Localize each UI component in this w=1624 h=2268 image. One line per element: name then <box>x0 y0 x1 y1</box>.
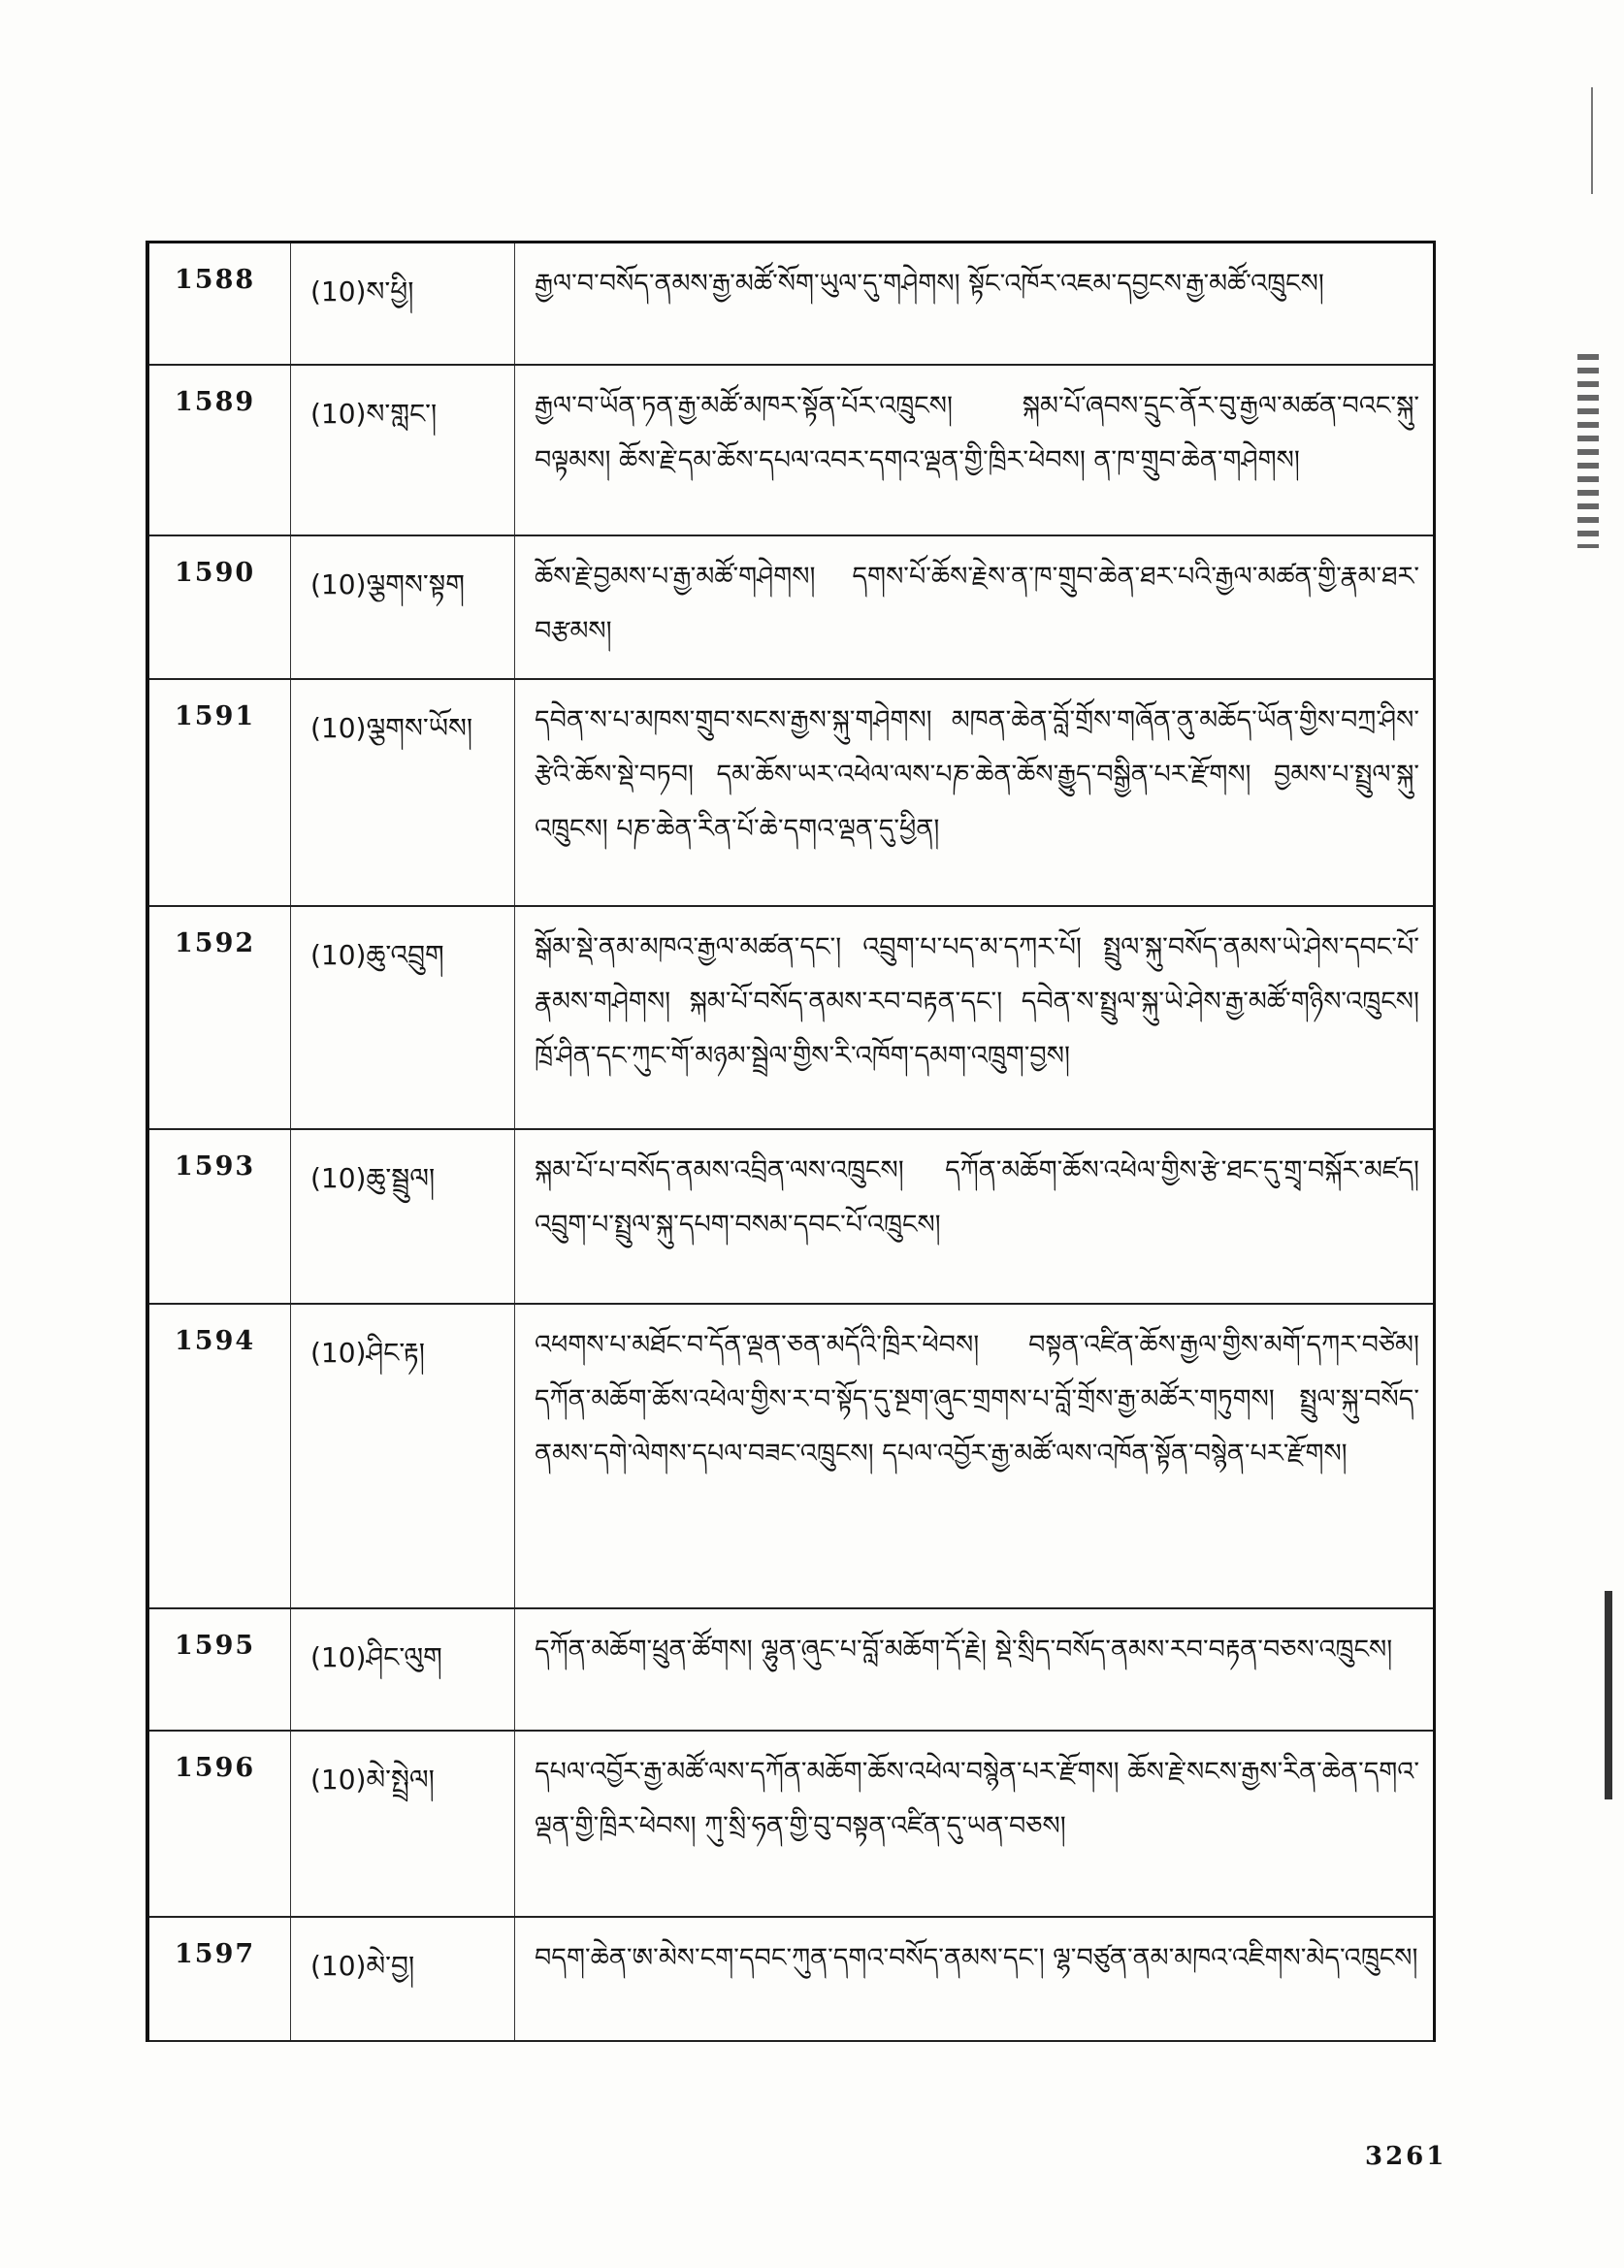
year-label: (10)ལྕགས་ཡོས། <box>310 711 473 744</box>
year-number: 1588 <box>175 265 256 295</box>
year-label: (10)ཆུ་སྦྲུལ། <box>310 1161 436 1194</box>
event-text: རྒྱལ་བ་ཡོན་ཏན་རྒྱ་མཚོ་མཁར་སྟོན་པོར་འཁྲུངས། སྐམ་པོ་ཞབས་དྲུང་ནོར་བུ་རྒྱལ་མཚན་བའང་སྐུ་བལྟམས། ཆོས་རྗེ་དམ་ཆོས་དཔལ་འབར་དགའ་ལྡན་གྱི་ཁྲིར་ཕེབས། ན་ཁ་གྲུབ་ཆེན་གཤེགས། <box>535 390 1419 475</box>
year-number: 1594 <box>175 1325 256 1356</box>
year-number: 1589 <box>175 386 256 417</box>
event-text: དཀོན་མཆོག་ཕྲུན་ཚོགས། ལྷུན་ཞུང་པ་བློ་མཆོག་དོ་རྗེ། སྡེ་སྲིད་བསོད་ནམས་རབ་བརྟན་བཅས་འཁྲུངས། <box>535 1634 1393 1665</box>
year-label: (10)ཤིང་རྟ། <box>310 1336 425 1369</box>
event-text: འཕགས་པ་མཐོང་བ་དོན་ལྡན་ཅན་མདོའི་ཁྲིར་ཕེབས། བསྟན་འཛིན་ཆོས་རྒྱལ་གྱིས་མགོ་དཀར་བཙེམ། དཀོན་མཆོག་ཆོས་འཕེལ་གྱིས་ར་བ་སྟོད་དུ་སྔག་ཞུང་གྲགས་པ་བློ་གྲོས་རྒྱ་མཚོར་གཏུགས། སྤྲུལ་སྐུ་བསོད་ནམས་དགེ་ལེགས་དཔལ་བཟང་འཁྲུངས། དཔལ་འབྱོར་རྒྱ་མཚོ་ལས་འཁོན་སྟོན་བསྙེན་པར་རྫོགས། <box>535 1329 1419 1469</box>
scan-margin-mark <box>1577 354 1599 548</box>
event-text: དབེན་ས་པ་མཁས་གྲུབ་སངས་རྒྱས་སྐུ་གཤེགས། མཁན་ཆེན་བློ་གྲོས་གཞོན་ནུ་མཆོད་ཡོན་གྱིས་བཀྲ་ཤིས་རྩེའི་ཆོས་སྡེ་བཏབ། དམ་ཆོས་ཡར་འཕེལ་ལས་པཎ་ཆེན་ཆོས་རྒྱུད་བསྒྱིན་པར་རྫོགས། བྱམས་པ་སྤྲུལ་སྐུ་འཁྲུངས། པཎ་ཆེན་རིན་པོ་ཆེ་དགའ་ལྡན་དུ་ཕྱིན། <box>535 704 1419 844</box>
table-row <box>147 1129 1435 1304</box>
table-row <box>147 365 1435 535</box>
year-label: (10)ཤིང་ལུག <box>310 1640 442 1673</box>
event-text: དཔལ་འབྱོར་རྒྱ་མཚོ་ལས་དཀོན་མཆོག་ཆོས་འཕེལ་བསྙེན་པར་རྫོགས། ཆོས་རྗེ་སངས་རྒྱས་རིན་ཆེན་དགའ་ལྡན་གྱི་ཁྲིར་ཕེབས། ཀུ་སྲི་ཧན་གྱི་བུ་བསྟན་འཛིན་དུ་ཡན་བཅས། <box>535 1756 1419 1841</box>
year-number: 1592 <box>175 927 256 958</box>
event-text: ཆོས་རྗེ་བྱམས་པ་རྒྱ་མཚོ་གཤེགས། དགས་པོ་ཆོས་རྗེས་ན་ཁ་གྲུབ་ཆེན་ཐར་པའི་རྒྱལ་མཚན་གྱི་རྣམ་ཐར་བརྩམས། <box>535 561 1419 646</box>
scan-margin-mark <box>1591 87 1593 194</box>
year-number: 1596 <box>175 1752 256 1783</box>
scan-margin-mark <box>1605 1591 1612 1799</box>
event-text: སྐམ་པོ་པ་བསོད་ནམས་འབྲིན་ལས་འཁྲུངས། དཀོན་མཆོག་ཆོས་འཕེལ་གྱིས་རྩེ་ཐང་དུ་གྲྭ་བསྐོར་མཛད། འབྲུག་པ་སྤྲུལ་སྐུ་དཔག་བསམ་དབང་པོ་འཁྲུངས། <box>535 1154 1419 1240</box>
year-label: (10)ས་ཕྱི། <box>310 275 414 308</box>
year-label: (10)མེ་བྱ། <box>310 1949 415 1982</box>
table-row <box>147 906 1435 1129</box>
year-number: 1595 <box>175 1630 256 1661</box>
table-row <box>147 1731 1435 1917</box>
year-number: 1593 <box>175 1150 256 1182</box>
year-label: (10)མེ་སྤྲེལ། <box>310 1763 435 1796</box>
table-row <box>147 243 1435 365</box>
year-label: (10)ས་གླང་། <box>310 397 438 430</box>
table-row <box>147 1304 1435 1608</box>
year-number: 1597 <box>175 1938 256 1969</box>
event-text: རྒྱལ་བ་བསོད་ནམས་རྒྱ་མཚོ་སོག་ཡུལ་དུ་གཤེགས། སྟོང་འཁོར་འཇམ་དབྱངས་རྒྱ་མཚོ་འཁྲུངས། <box>535 269 1324 299</box>
year-label: (10)ཆུ་འབྲུག <box>310 938 444 971</box>
table-row <box>147 1608 1435 1731</box>
event-text: བདག་ཆེན་ཨ་མེས་ངག་དབང་ཀུན་དགའ་བསོད་ནམས་དང་། ལྷ་བཙུན་ནམ་མཁའ་འཇིགས་མེད་འཁྲུངས། <box>535 1942 1418 1973</box>
table-row <box>147 1917 1435 2041</box>
event-text: སྒོམ་སྡེ་ནམ་མཁའ་རྒྱལ་མཚན་དང་། འབྲུག་པ་པད་མ་དཀར་པོ། སྤྲུལ་སྐུ་བསོད་ནམས་ཡེ་ཤེས་དབང་པོ་རྣམས་གཤེགས། སྐམ་པོ་བསོད་ནམས་རབ་བརྟན་དང་། དབེན་ས་སྤྲུལ་སྐུ་ཡེ་ཤེས་རྒྱ་མཚོ་གཉིས་འཁྲུངས། ཁྲོ་ཤིན་དང་ཀུང་གོ་མཉམ་སྦྲེལ་གྱིས་རི་འཁོག་དམག་འཁྲུག་བྱས། <box>535 931 1419 1071</box>
year-number: 1591 <box>175 700 256 731</box>
page-number: 3261 <box>1365 2142 1447 2171</box>
chronology-table <box>146 241 1436 2042</box>
year-label: (10)ལྕགས་སྟག <box>310 567 465 600</box>
year-number: 1590 <box>175 557 256 588</box>
table-row <box>147 535 1435 679</box>
table-row <box>147 679 1435 906</box>
